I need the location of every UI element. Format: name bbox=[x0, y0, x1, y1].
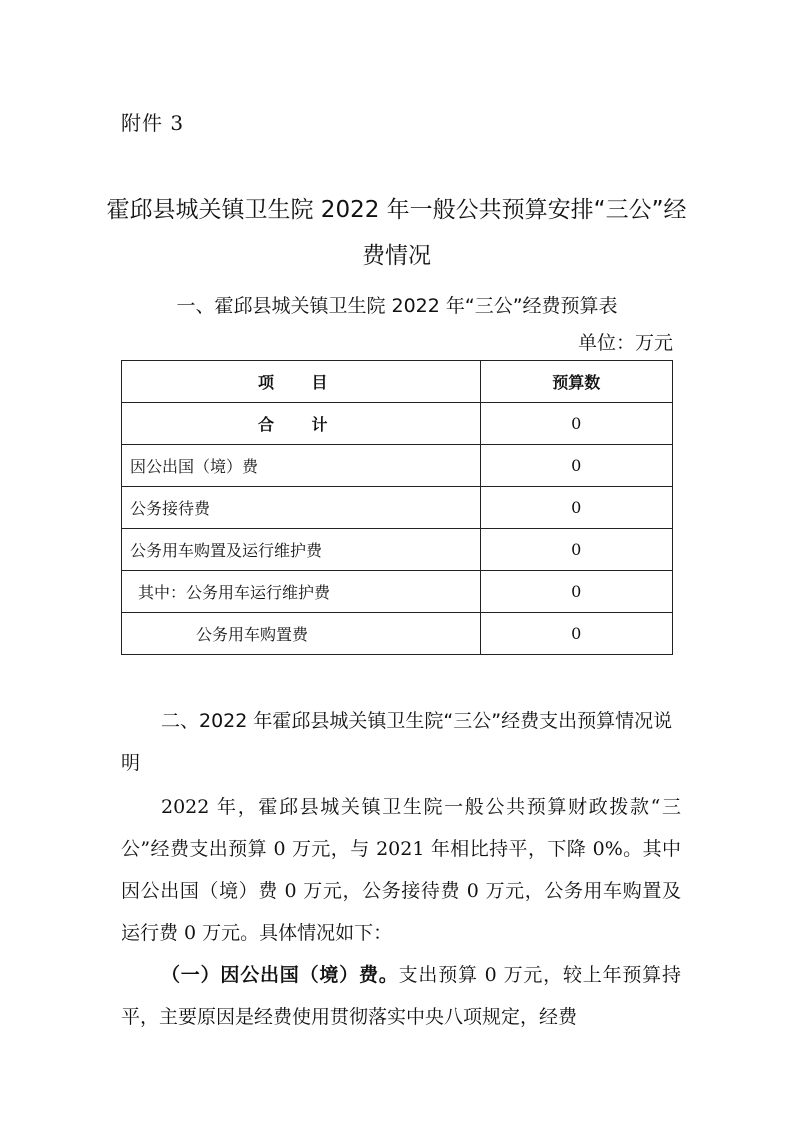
row-value: 0 bbox=[480, 445, 673, 487]
paragraph-summary: 2022 年，霍邱县城关镇卫生院一般公共预算财政拨款“三公”经费支出预算 0 万元，与 2021 年相比持平，下降 0%。其中因公出国（境）费 0 万元，公务接待费 0 万元，公务用车购置及运行费 0 万元。具体情况如下： bbox=[121, 796, 681, 944]
header-value: 预算数 bbox=[480, 361, 673, 403]
table-header-row bbox=[122, 361, 673, 403]
unit-label: 单位：万元 bbox=[577, 332, 673, 354]
row-item: 其中：公务用车运行维护费 bbox=[122, 571, 481, 613]
row-item: 合 计 bbox=[122, 403, 481, 445]
table-row bbox=[122, 445, 673, 487]
header-item: 项 目 bbox=[122, 361, 481, 403]
table-row bbox=[122, 529, 673, 571]
row-item: 因公出国（境）费 bbox=[122, 445, 481, 487]
row-value: 0 bbox=[480, 487, 673, 529]
row-item: 公务接待费 bbox=[122, 487, 481, 529]
section2-heading: 二、2022 年霍邱县城关镇卫生院“三公”经费支出预算情况说明 bbox=[121, 710, 673, 774]
table-row bbox=[122, 571, 673, 613]
section1-heading: 一、霍邱县城关镇卫生院 2022 年“三公”经费预算表 bbox=[176, 295, 618, 317]
budget-table bbox=[121, 360, 673, 655]
table-row bbox=[122, 487, 673, 529]
paragraph-overseas-lead: （一）因公出国（境）费。 bbox=[161, 964, 399, 986]
row-value: 0 bbox=[480, 571, 673, 613]
row-value: 0 bbox=[480, 403, 673, 445]
row-value: 0 bbox=[480, 529, 673, 571]
paragraph-overseas bbox=[121, 954, 681, 1038]
table-row bbox=[122, 613, 673, 655]
document-title: 霍邱县城关镇卫生院 2022 年一般公共预算安排“三公”经费情况 bbox=[106, 197, 687, 270]
table-row-total bbox=[122, 403, 673, 445]
paragraph-overseas-text: 支出预算 0 万元，较上年预算持平，主要原因是经费使用贯彻落实中央八项规定，经费 bbox=[121, 964, 681, 1028]
attachment-label: 附件 3 bbox=[121, 111, 185, 135]
row-item: 公务用车购置及运行维护费 bbox=[122, 529, 481, 571]
row-value: 0 bbox=[480, 613, 673, 655]
row-item: 公务用车购置费 bbox=[122, 613, 481, 655]
